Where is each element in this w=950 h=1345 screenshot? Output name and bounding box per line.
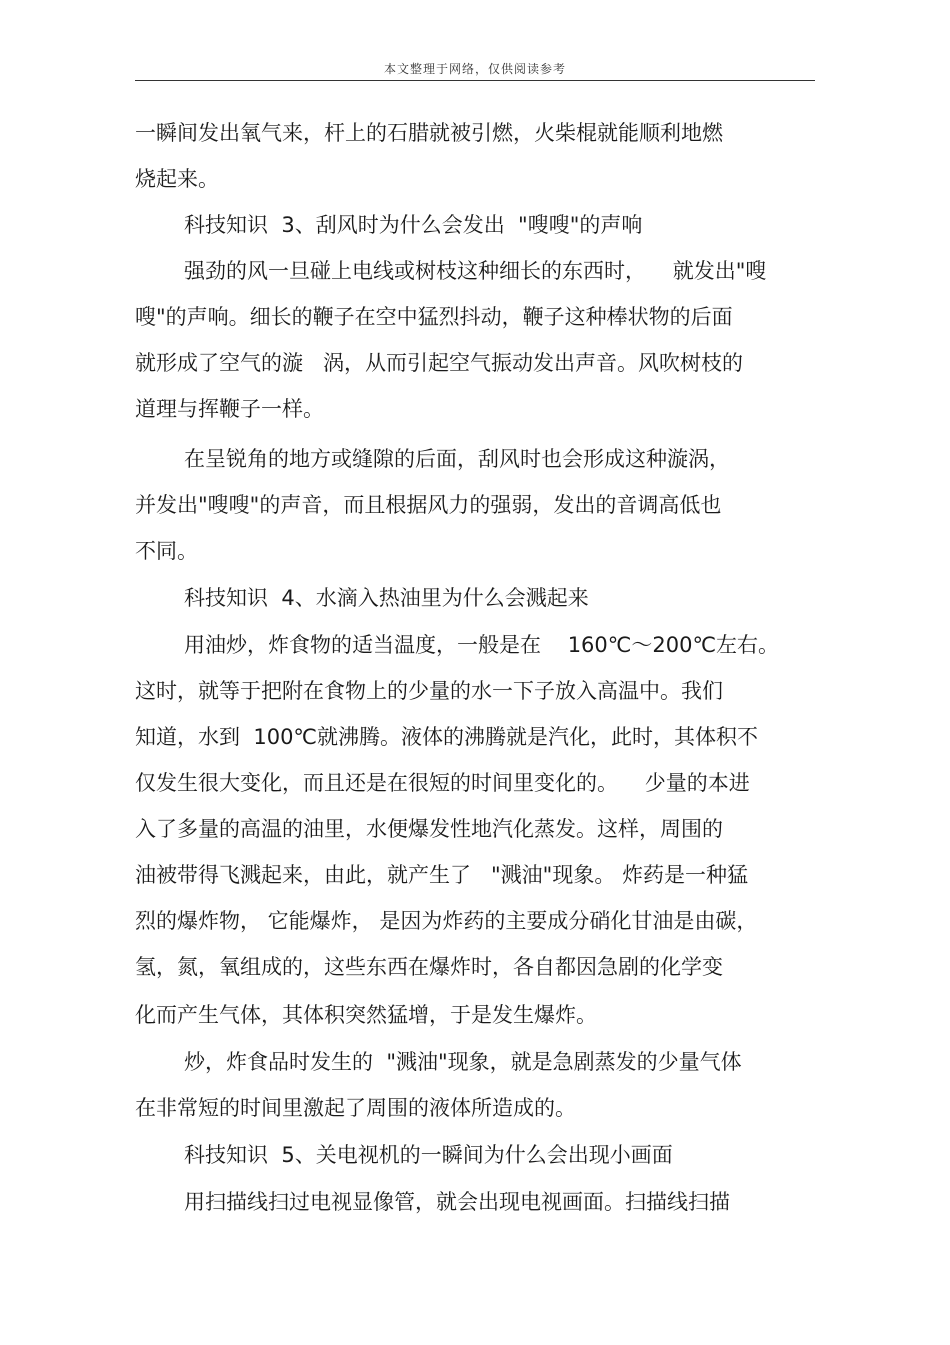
header-divider — [135, 80, 815, 81]
section-heading: 科技知识 4、水滴入热油里为什么会溅起来 — [184, 586, 589, 610]
text-line: 用油炒，炸食物的适当温度，一般是在 160℃～200℃左右。 — [184, 633, 780, 657]
text-line: 嗖"的声响。细长的鞭子在空中猛烈抖动，鞭子这种棒状物的后面 — [135, 305, 733, 329]
text-line: 道理与挥鞭子一样。 — [135, 397, 324, 421]
text-line: 不同。 — [135, 539, 198, 563]
text-line: 这时，就等于把附在食物上的少量的水一下子放入高温中。我们 — [135, 679, 723, 703]
text-line: 用扫描线扫过电视显像管，就会出现电视画面。扫描线扫描 — [184, 1190, 730, 1214]
text-line: 化而产生气体，其体积突然猛增，于是发生爆炸。 — [135, 1003, 597, 1027]
text-line: 烈的爆炸物， 它能爆炸， 是因为炸药的主要成分硝化甘油是由碳， — [135, 909, 758, 933]
text-line: 氢，氮，氧组成的，这些东西在爆炸时，各自都因急剧的化学变 — [135, 955, 723, 979]
text-line: 油被带得飞溅起来，由此，就产生了 "溅油"现象。 炸药是一种猛 — [135, 863, 749, 887]
text-line: 在呈锐角的地方或缝隙的后面，刮风时也会形成这种漩涡， — [184, 447, 730, 471]
text-line: 烧起来。 — [135, 167, 219, 191]
text-line: 仅发生很大变化，而且还是在很短的时间里变化的。 少量的本进 — [135, 771, 750, 795]
text-line: 炒，炸食品时发生的 "溅油"现象，就是急剧蒸发的少量气体 — [184, 1050, 742, 1074]
text-line: 入了多量的高温的油里，水便爆发性地汽化蒸发。这样，周围的 — [135, 817, 723, 841]
section-heading: 科技知识 3、刮风时为什么会发出 "嗖嗖"的声响 — [184, 213, 643, 237]
text-line: 在非常短的时间里激起了周围的液体所造成的。 — [135, 1096, 576, 1120]
section-heading: 科技知识 5、关电视机的一瞬间为什么会出现小画面 — [184, 1143, 673, 1167]
text-line: 知道，水到 100℃就沸腾。液体的沸腾就是汽化，此时，其体积不 — [135, 725, 759, 749]
text-line: 强劲的风一旦碰上电线或树枝这种细长的东西时， 就发出"嗖 — [184, 259, 767, 283]
text-line: 并发出"嗖嗖"的声音，而且根据风力的强弱，发出的音调高低也 — [135, 493, 722, 517]
text-line: 就形成了空气的漩 涡，从而引起空气振动发出声音。风吹树枝的 — [135, 351, 744, 375]
page-header: 本文整理于网络，仅供阅读参考 — [383, 62, 566, 76]
text-line: 一瞬间发出氧气来，杆上的石腊就被引燃，火柴棍就能顺利地燃 — [135, 121, 723, 145]
